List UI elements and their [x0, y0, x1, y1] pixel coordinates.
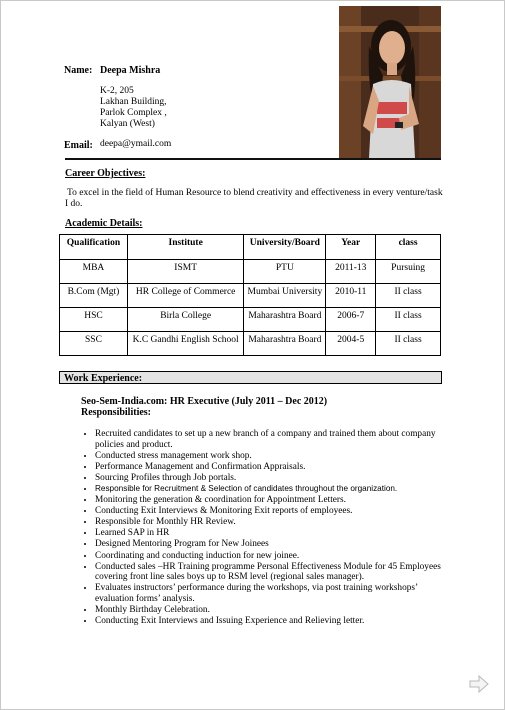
column-header: Qualification — [60, 235, 128, 260]
list-item: • Conducted sales –HR Training programme Personal Effectiveness Module for 45 Employees covering front line sales boys up to RSM level (regional sales manager). — [95, 562, 455, 583]
header-divider — [65, 158, 441, 160]
academic-table — [59, 234, 441, 356]
list-item: • Conducting Exit Interviews and Issuing Experience and Relieving letter. — [95, 616, 455, 627]
candidate-name: Deepa Mishra — [100, 65, 161, 76]
list-item: • Coordinating and conducting induction for new joinee. — [95, 551, 455, 562]
table-cell: II class — [376, 308, 441, 332]
list-item: • Evaluates instructors’ performance during the workshops, via post training workshops’ evaluation forms’ analysis. — [95, 583, 455, 604]
table-row — [60, 332, 441, 356]
table-cell: 2004-5 — [326, 332, 376, 356]
job-title: Seo-Sem-India.com: HR Executive (July 2011 – Dec 2012) — [81, 396, 328, 407]
address-line: K-2, 205 — [100, 86, 134, 96]
table-header-row — [60, 235, 441, 260]
table-cell: 2011-13 — [326, 260, 376, 284]
work-experience-bar — [59, 371, 442, 384]
career-objectives-text: To excel in the field of Human Resource to blend creativity and effectiveness in every venture/task I do. — [65, 188, 443, 209]
table-cell: Birla College — [127, 308, 243, 332]
list-item: • Responsible for Recruitment & Selection of candidates throughout the organization. — [95, 484, 455, 495]
next-arrow-icon[interactable] — [469, 675, 489, 693]
table-cell: Maharashtra Board — [244, 308, 326, 332]
column-header: Institute — [127, 235, 243, 260]
table-cell: HR College of Commerce — [127, 284, 243, 308]
list-item: • Designed Mentoring Program for New Joinees — [95, 539, 455, 550]
table-cell: Mumbai University — [244, 284, 326, 308]
table-row — [60, 284, 441, 308]
list-item: • Performance Management and Confirmation Appraisals. — [95, 462, 455, 473]
email-value[interactable]: deepa@ymail.com — [100, 139, 172, 149]
address-line: Parlok Complex , — [100, 108, 167, 118]
column-header: University/Board — [244, 235, 326, 260]
academic-details-title: Academic Details: — [65, 218, 143, 229]
work-experience-title: Work Experience: — [64, 373, 143, 384]
list-item: • Monthly Birthday Celebration. — [95, 605, 455, 616]
list-item: • Conducting Exit Interviews & Monitoring Exit reports of employees. — [95, 506, 455, 517]
address-line: Kalyan (West) — [100, 119, 155, 129]
table-cell: K.C Gandhi English School — [127, 332, 243, 356]
table-cell: 2006-7 — [326, 308, 376, 332]
table-cell: HSC — [60, 308, 128, 332]
column-header: class — [376, 235, 441, 260]
table-cell: Pursuing — [376, 260, 441, 284]
table-cell: ISMT — [127, 260, 243, 284]
list-item: • Learned SAP in HR — [95, 528, 455, 539]
address-line: Lakhan Building, — [100, 97, 167, 107]
list-item: • Monitoring the generation & coordination for Appointment Letters. — [95, 495, 455, 506]
career-objectives-title: Career Objectives: — [65, 168, 146, 179]
responsibilities-title: Responsibilities: — [81, 407, 152, 418]
responsibilities-list — [81, 429, 455, 627]
table-cell: MBA — [60, 260, 128, 284]
table-cell: Maharashtra Board — [244, 332, 326, 356]
list-item: • Conducted stress management work shop. — [95, 451, 455, 462]
table-cell: II class — [376, 284, 441, 308]
table-cell: B.Com (Mgt) — [60, 284, 128, 308]
list-item: • Responsible for Monthly HR Review. — [95, 517, 455, 528]
list-item: • Sourcing Profiles through Job portals. — [95, 473, 455, 484]
name-label: Name: — [64, 65, 93, 76]
profile-photo — [339, 6, 441, 158]
table-cell: SSC — [60, 332, 128, 356]
table-row — [60, 260, 441, 284]
list-item: • Recruited candidates to set up a new branch of a company and trained them about company policies and product. — [95, 429, 455, 450]
email-label: Email: — [64, 140, 93, 151]
address-block — [100, 86, 167, 130]
column-header: Year — [326, 235, 376, 260]
profile-photo-image — [339, 6, 441, 158]
table-row — [60, 308, 441, 332]
table-cell: II class — [376, 332, 441, 356]
table-cell: 2010-11 — [326, 284, 376, 308]
table-cell: PTU — [244, 260, 326, 284]
